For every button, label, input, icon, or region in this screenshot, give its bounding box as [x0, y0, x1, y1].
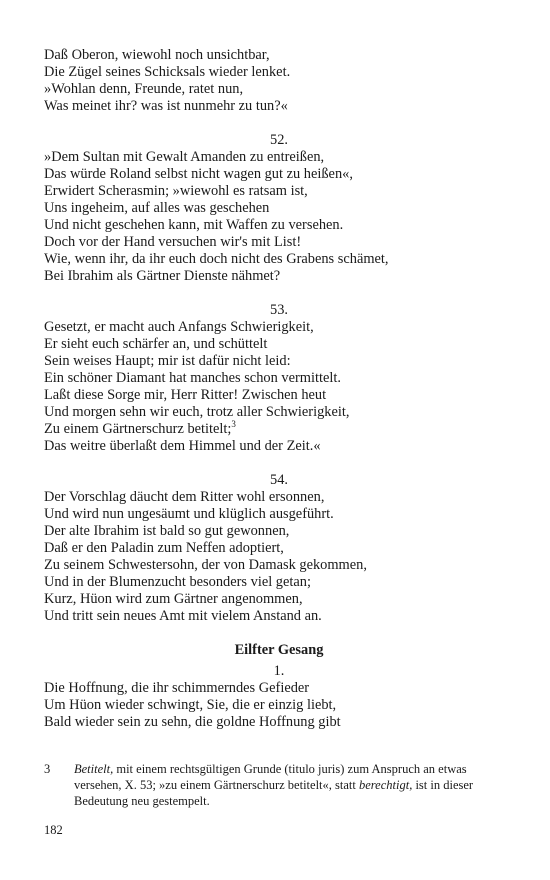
verse-line: »Dem Sultan mit Gewalt Amanden zu entreißen,: [44, 149, 325, 165]
verse-line: Gesetzt, er macht auch Anfangs Schwierigkeit,: [44, 319, 314, 335]
verse-line: Zu seinem Schwestersohn, der von Damask gekommen,: [44, 557, 367, 573]
verse-line: Und morgen sehn wir euch, trotz aller Schwierigkeit,: [44, 404, 350, 420]
verse-line: Und wird nun ungesäumt und klüglich ausgeführt.: [44, 506, 334, 522]
verse-line: Um Hüon wieder schwingt, Sie, die er einzig liebt,: [44, 697, 337, 713]
page-number: 182: [44, 823, 63, 837]
footnote-term: Betitelt,: [74, 762, 114, 776]
verse-line: Doch vor der Hand versuchen wir's mit List!: [44, 234, 302, 250]
verse-line: Die Zügel seines Schicksals wieder lenket.: [44, 64, 291, 80]
stanza-52: [44, 132, 514, 285]
footnote-text: [74, 761, 474, 809]
verse-line: Das würde Roland selbst nicht wagen gut zu heißen«,: [44, 166, 353, 182]
verse-line: Ein schöner Diamant hat manches schon vermittelt.: [44, 370, 341, 386]
verse-line: Er sieht euch schärfer an, und schüttelt: [44, 336, 268, 352]
footnote-text-part: mit einem rechtsgültigen Grunde (titulo juris) zum Anspruch an etwas versehen, X. 53; »zu einem Gärtnerschurz betitelt«, statt: [74, 762, 467, 792]
verse-line: Und tritt sein neues Amt mit vielem Anstand an.: [44, 608, 322, 624]
verse-line: Bei Ibrahim als Gärtner Dienste nähmet?: [44, 268, 281, 284]
footnote-reference[interactable]: 3: [231, 419, 236, 430]
poem-body: [44, 47, 514, 731]
verse-line: Was meinet ihr? was ist nunmehr zu tun?«: [44, 98, 288, 114]
verse-line: Der Vorschlag däucht dem Ritter wohl ersonnen,: [44, 489, 325, 505]
footnote-text-part: ist in dieser Bedeutung neu gestempelt.: [74, 778, 474, 808]
stanza-number: 54.: [270, 472, 288, 488]
verse-line: Daß Oberon, wiewohl noch unsichtbar,: [44, 47, 270, 63]
verse-line: Laßt diese Sorge mir, Herr Ritter! Zwischen heut: [44, 387, 327, 403]
verse-text: Zu einem Gärtnerschurz betitelt;: [44, 421, 232, 437]
stanza-53: [44, 302, 514, 455]
verse-line: Der alte Ibrahim ist bald so gut gewonnen,: [44, 523, 290, 539]
stanza-51-end: [44, 47, 514, 115]
verse-line: [44, 421, 514, 438]
verse-line: Kurz, Hüon wird zum Gärtner angenommen,: [44, 591, 303, 607]
verse-line: Und nicht geschehen kann, mit Waffen zu versehen.: [44, 217, 344, 233]
verse-line: Uns ingeheim, auf alles was geschehen: [44, 200, 270, 216]
verse-line: »Wohlan denn, Freunde, ratet nun,: [44, 81, 244, 97]
stanza-number: 52.: [270, 132, 288, 148]
verse-line: Wie, wenn ihr, da ihr euch doch nicht des Grabens schämet,: [44, 251, 389, 267]
footnote-number: 3: [44, 762, 51, 776]
stanza-number: 53.: [270, 302, 288, 318]
footnote-term: berechtigt,: [358, 778, 413, 792]
footnote: [44, 761, 474, 809]
verse-line: Und in der Blumenzucht besonders viel getan;: [44, 574, 311, 590]
canto-title: Eilfter Gesang: [234, 642, 324, 658]
verse-line: Bald wieder sein zu sehn, die goldne Hoffnung gibt: [44, 714, 341, 730]
verse-line: Daß er den Paladin zum Neffen adoptiert,: [44, 540, 284, 556]
canto-stanza-1: [44, 663, 514, 731]
verse-line: Die Hoffnung, die ihr schimmerndes Gefieder: [44, 680, 310, 696]
verse-line: Das weitre überlaßt dem Himmel und der Zeit.«: [44, 438, 321, 454]
stanza-54: [44, 472, 514, 625]
verse-line: Sein weises Haupt; mir ist dafür nicht leid:: [44, 353, 291, 369]
verse-line: Erwidert Scherasmin; »wiewohl es ratsam ist,: [44, 183, 308, 199]
stanza-number: 1.: [273, 663, 285, 679]
